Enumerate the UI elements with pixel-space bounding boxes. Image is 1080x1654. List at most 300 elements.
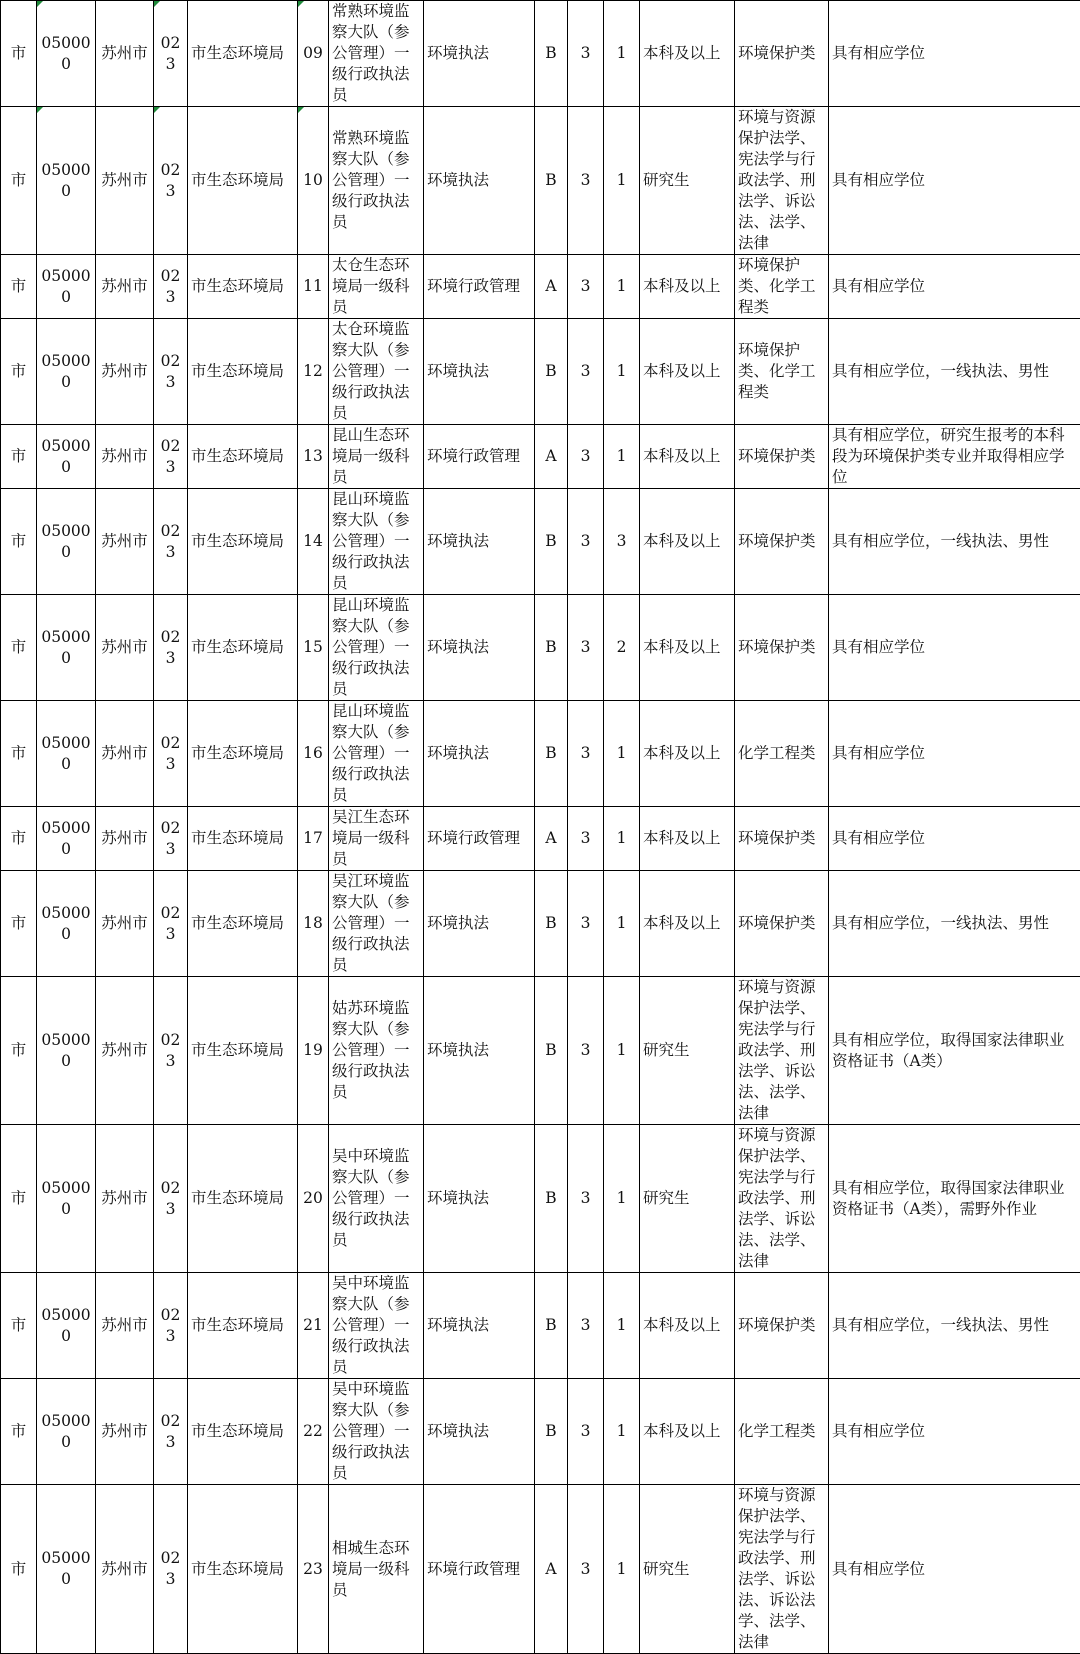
cell-category[interactable]	[535, 595, 568, 701]
cell-unit-code[interactable]	[37, 489, 96, 595]
cell-other-requirements[interactable]	[829, 107, 1080, 255]
cell-other-requirements-text: 具有相应学位，取得国家法律职业资格证书（A类），需野外作业	[832, 1179, 1065, 1218]
cell-category-text: A	[545, 277, 556, 295]
cell-education[interactable]	[640, 595, 735, 701]
cell-position-desc[interactable]	[424, 425, 535, 489]
cell-unit-code[interactable]	[37, 319, 96, 425]
cell-other-requirements[interactable]	[829, 425, 1080, 489]
cell-other-requirements[interactable]	[829, 1, 1080, 107]
cell-exam-ratio[interactable]	[568, 1273, 604, 1379]
cell-category[interactable]	[535, 255, 568, 319]
cell-dept-code[interactable]	[154, 1379, 188, 1485]
cell-recruit-count-text: 1	[617, 1422, 627, 1440]
cell-dept-name[interactable]	[188, 1273, 298, 1379]
cell-recruit-count[interactable]	[604, 1485, 640, 1654]
cell-dept-name[interactable]	[188, 319, 298, 425]
cell-major[interactable]	[735, 107, 829, 255]
cell-recruit-count[interactable]	[604, 871, 640, 977]
cell-position-code[interactable]	[298, 807, 329, 871]
cell-position-name[interactable]	[329, 489, 424, 595]
cell-exam-ratio-text: 3	[581, 447, 591, 465]
cell-category[interactable]	[535, 1125, 568, 1273]
cell-dept-code[interactable]	[154, 489, 188, 595]
cell-position-desc-text: 环境执法	[427, 1316, 489, 1334]
cell-position-desc-text: 环境行政管理	[427, 277, 520, 295]
cell-education[interactable]	[640, 1485, 735, 1654]
cell-dept-code-text: 023	[161, 1306, 181, 1345]
cell-other-requirements-text: 具有相应学位，取得国家法律职业资格证书（A类）	[832, 1031, 1065, 1070]
cell-position-name[interactable]	[329, 425, 424, 489]
cell-dept-code[interactable]	[154, 595, 188, 701]
cell-position-code[interactable]	[298, 489, 329, 595]
cell-major-text: 环境与资源保护法学、宪法学与行政法学、刑法学、诉讼法、法学、法律	[738, 108, 816, 252]
cell-position-name[interactable]	[329, 701, 424, 807]
cell-major[interactable]	[735, 1, 829, 107]
cell-unit-code[interactable]	[37, 1379, 96, 1485]
cell-recruit-count[interactable]	[604, 489, 640, 595]
cell-position-desc[interactable]	[424, 871, 535, 977]
cell-education[interactable]	[640, 489, 735, 595]
cell-exam-ratio[interactable]	[568, 807, 604, 871]
cell-level[interactable]	[1, 1, 37, 107]
cell-education[interactable]	[640, 807, 735, 871]
cell-category[interactable]	[535, 1379, 568, 1485]
cell-dept-code[interactable]	[154, 1485, 188, 1654]
cell-position-desc[interactable]	[424, 1273, 535, 1379]
cell-category[interactable]	[535, 319, 568, 425]
cell-dept-name[interactable]	[188, 1379, 298, 1485]
cell-other-requirements[interactable]	[829, 977, 1080, 1125]
cell-level[interactable]	[1, 107, 37, 255]
cell-dept-name[interactable]	[188, 107, 298, 255]
cell-category[interactable]	[535, 489, 568, 595]
cell-other-requirements-text: 具有相应学位，一线执法、男性	[832, 532, 1049, 550]
cell-dept-code-text: 023	[161, 628, 181, 667]
cell-dept-code-text: 023	[161, 1031, 181, 1070]
cell-major-text: 环境保护类	[738, 447, 816, 465]
cell-category-text: B	[545, 1189, 556, 1207]
cell-other-requirements[interactable]	[829, 255, 1080, 319]
cell-city[interactable]	[96, 1273, 154, 1379]
cell-city[interactable]	[96, 255, 154, 319]
cell-level[interactable]	[1, 1125, 37, 1273]
cell-level[interactable]	[1, 1379, 37, 1485]
cell-category-text: B	[545, 914, 556, 932]
cell-education[interactable]	[640, 1, 735, 107]
cell-unit-code[interactable]	[37, 977, 96, 1125]
cell-unit-code-text: 050000	[41, 34, 90, 73]
cell-education[interactable]	[640, 425, 735, 489]
cell-dept-name[interactable]	[188, 489, 298, 595]
cell-position-desc[interactable]	[424, 1, 535, 107]
cell-city[interactable]	[96, 807, 154, 871]
cell-recruit-count-text: 1	[617, 277, 627, 295]
cell-major[interactable]	[735, 1485, 829, 1654]
cell-recruit-count[interactable]	[604, 255, 640, 319]
table-row	[1, 977, 1080, 1125]
cell-exam-ratio-text: 3	[581, 1422, 591, 1440]
cell-dept-code[interactable]	[154, 871, 188, 977]
cell-dept-code-text: 023	[161, 34, 181, 73]
cell-level[interactable]	[1, 319, 37, 425]
cell-dept-code[interactable]	[154, 1273, 188, 1379]
cell-unit-code[interactable]	[37, 595, 96, 701]
cell-level-text: 市	[11, 638, 27, 656]
cell-level[interactable]	[1, 871, 37, 977]
cell-recruit-count[interactable]	[604, 107, 640, 255]
cell-dept-code[interactable]	[154, 107, 188, 255]
cell-education[interactable]	[640, 701, 735, 807]
cell-unit-code[interactable]	[37, 1485, 96, 1654]
cell-position-name[interactable]	[329, 1125, 424, 1273]
cell-exam-ratio[interactable]	[568, 319, 604, 425]
cell-unit-code[interactable]	[37, 701, 96, 807]
cell-position-name[interactable]	[329, 107, 424, 255]
cell-major-text: 环境保护类、化学工程类	[738, 256, 816, 316]
cell-exam-ratio[interactable]	[568, 871, 604, 977]
cell-unit-code[interactable]	[37, 1, 96, 107]
cell-education[interactable]	[640, 977, 735, 1125]
cell-city-text: 苏州市	[101, 829, 148, 847]
cell-other-requirements[interactable]	[829, 701, 1080, 807]
cell-education[interactable]	[640, 255, 735, 319]
cell-dept-code-text: 023	[161, 734, 181, 773]
cell-dept-code[interactable]	[154, 977, 188, 1125]
cell-exam-ratio-text: 3	[581, 829, 591, 847]
cell-major[interactable]	[735, 595, 829, 701]
cell-other-requirements[interactable]	[829, 1379, 1080, 1485]
cell-other-requirements[interactable]	[829, 1485, 1080, 1654]
cell-recruit-count[interactable]	[604, 1, 640, 107]
cell-dept-code[interactable]	[154, 255, 188, 319]
cell-dept-code-text: 023	[161, 437, 181, 476]
cell-recruit-count[interactable]	[604, 977, 640, 1125]
cell-category-text: B	[545, 532, 556, 550]
cell-position-desc[interactable]	[424, 319, 535, 425]
cell-position-desc[interactable]	[424, 595, 535, 701]
cell-unit-code-text: 050000	[41, 1306, 90, 1345]
cell-recruit-count-text: 1	[617, 44, 627, 62]
cell-major-text: 环境保护类	[738, 638, 816, 656]
cell-unit-code[interactable]	[37, 1273, 96, 1379]
cell-city[interactable]	[96, 595, 154, 701]
cell-position-desc[interactable]	[424, 977, 535, 1125]
cell-education[interactable]	[640, 871, 735, 977]
cell-unit-code[interactable]	[37, 425, 96, 489]
cell-exam-ratio-text: 3	[581, 171, 591, 189]
cell-dept-name[interactable]	[188, 807, 298, 871]
cell-position-code[interactable]	[298, 255, 329, 319]
cell-city[interactable]	[96, 1485, 154, 1654]
cell-other-requirements[interactable]	[829, 807, 1080, 871]
cell-category-text: B	[545, 44, 556, 62]
cell-position-code[interactable]	[298, 871, 329, 977]
cell-other-requirements-text: 具有相应学位	[832, 1560, 925, 1578]
cell-position-name-text: 吴江环境监察大队（参公管理）一级行政执法员	[332, 872, 410, 974]
cell-recruit-count[interactable]	[604, 319, 640, 425]
cell-recruit-count[interactable]	[604, 595, 640, 701]
cell-other-requirements[interactable]	[829, 319, 1080, 425]
cell-dept-code[interactable]	[154, 425, 188, 489]
cell-category[interactable]	[535, 425, 568, 489]
cell-major-text: 化学工程类	[738, 1422, 816, 1440]
cell-major[interactable]	[735, 871, 829, 977]
cell-exam-ratio[interactable]	[568, 977, 604, 1125]
cell-education[interactable]	[640, 107, 735, 255]
cell-category[interactable]	[535, 1485, 568, 1654]
cell-position-name[interactable]	[329, 255, 424, 319]
cell-unit-code[interactable]	[37, 1125, 96, 1273]
cell-position-desc-text: 环境执法	[427, 914, 489, 932]
cell-level-text: 市	[11, 1560, 27, 1578]
cell-position-desc[interactable]	[424, 107, 535, 255]
cell-level[interactable]	[1, 977, 37, 1125]
cell-education[interactable]	[640, 1273, 735, 1379]
cell-dept-code[interactable]	[154, 1, 188, 107]
cell-dept-name[interactable]	[188, 1, 298, 107]
cell-position-desc[interactable]	[424, 1379, 535, 1485]
cell-position-desc-text: 环境执法	[427, 1189, 489, 1207]
cell-dept-name[interactable]	[188, 701, 298, 807]
cell-dept-name-text: 市生态环境局	[191, 829, 284, 847]
cell-recruit-count[interactable]	[604, 807, 640, 871]
cell-unit-code[interactable]	[37, 107, 96, 255]
cell-position-code[interactable]	[298, 595, 329, 701]
cell-level-text: 市	[11, 362, 27, 380]
cell-major[interactable]	[735, 807, 829, 871]
cell-position-desc[interactable]	[424, 807, 535, 871]
table-row	[1, 1379, 1080, 1485]
cell-position-desc-text: 环境执法	[427, 362, 489, 380]
cell-category-text: A	[545, 1560, 556, 1578]
cell-position-code-text: 13	[303, 447, 323, 465]
cell-position-code[interactable]	[298, 425, 329, 489]
cell-exam-ratio[interactable]	[568, 701, 604, 807]
cell-exam-ratio-text: 3	[581, 1041, 591, 1059]
cell-category[interactable]	[535, 977, 568, 1125]
cell-city[interactable]	[96, 107, 154, 255]
cell-other-requirements[interactable]	[829, 595, 1080, 701]
cell-category[interactable]	[535, 701, 568, 807]
cell-major[interactable]	[735, 1125, 829, 1273]
cell-exam-ratio[interactable]	[568, 425, 604, 489]
cell-dept-name[interactable]	[188, 871, 298, 977]
cell-level-text: 市	[11, 532, 27, 550]
comment-indicator-icon	[154, 1, 160, 7]
cell-exam-ratio-text: 3	[581, 277, 591, 295]
comment-indicator-icon	[154, 107, 160, 113]
cell-position-name[interactable]	[329, 977, 424, 1125]
cell-dept-name-text: 市生态环境局	[191, 362, 284, 380]
cell-category[interactable]	[535, 871, 568, 977]
cell-education[interactable]	[640, 319, 735, 425]
cell-position-name[interactable]	[329, 1, 424, 107]
cell-unit-code[interactable]	[37, 255, 96, 319]
cell-dept-name[interactable]	[188, 977, 298, 1125]
cell-position-name[interactable]	[329, 871, 424, 977]
cell-education-text: 本科及以上	[643, 829, 721, 847]
cell-other-requirements-text: 具有相应学位，一线执法、男性	[832, 362, 1049, 380]
cell-position-name-text: 昆山环境监察大队（参公管理）一级行政执法员	[332, 702, 410, 804]
cell-level[interactable]	[1, 1485, 37, 1654]
cell-level-text: 市	[11, 44, 27, 62]
cell-dept-code-text: 023	[161, 904, 181, 943]
cell-level[interactable]	[1, 425, 37, 489]
cell-major[interactable]	[735, 1379, 829, 1485]
cell-dept-code[interactable]	[154, 701, 188, 807]
cell-dept-code-text: 023	[161, 161, 181, 200]
cell-position-code-text: 20	[303, 1189, 323, 1207]
cell-major-text: 环境保护类	[738, 44, 816, 62]
cell-exam-ratio[interactable]	[568, 489, 604, 595]
cell-exam-ratio-text: 3	[581, 532, 591, 550]
cell-dept-name[interactable]	[188, 1125, 298, 1273]
cell-city[interactable]	[96, 1, 154, 107]
cell-city[interactable]	[96, 425, 154, 489]
cell-recruit-count-text: 1	[617, 1189, 627, 1207]
cell-position-code[interactable]	[298, 1125, 329, 1273]
cell-dept-name-text: 市生态环境局	[191, 44, 284, 62]
cell-level[interactable]	[1, 807, 37, 871]
cell-city[interactable]	[96, 871, 154, 977]
cell-major-text: 环境与资源保护法学、宪法学与行政法学、刑法学、诉讼法、法学、法律	[738, 1126, 816, 1270]
cell-position-name-text: 吴中环境监察大队（参公管理）一级行政执法员	[332, 1380, 410, 1482]
cell-exam-ratio[interactable]	[568, 1125, 604, 1273]
cell-position-code[interactable]	[298, 1, 329, 107]
cell-exam-ratio[interactable]	[568, 1, 604, 107]
cell-other-requirements[interactable]	[829, 1125, 1080, 1273]
cell-level-text: 市	[11, 1422, 27, 1440]
cell-city[interactable]	[96, 489, 154, 595]
cell-exam-ratio-text: 3	[581, 1316, 591, 1334]
cell-exam-ratio[interactable]	[568, 595, 604, 701]
cell-major[interactable]	[735, 701, 829, 807]
cell-position-name[interactable]	[329, 1485, 424, 1654]
cell-unit-code-text: 050000	[41, 1031, 90, 1070]
cell-position-name[interactable]	[329, 1379, 424, 1485]
cell-education-text: 研究生	[643, 1189, 690, 1207]
cell-category[interactable]	[535, 107, 568, 255]
cell-recruit-count[interactable]	[604, 425, 640, 489]
cell-position-code[interactable]	[298, 1485, 329, 1654]
cell-major[interactable]	[735, 319, 829, 425]
cell-recruit-count[interactable]	[604, 1273, 640, 1379]
cell-dept-name[interactable]	[188, 595, 298, 701]
cell-city[interactable]	[96, 977, 154, 1125]
cell-position-name-text: 常熟环境监察大队（参公管理）一级行政执法员	[332, 2, 410, 104]
cell-dept-name-text: 市生态环境局	[191, 744, 284, 762]
cell-dept-name[interactable]	[188, 425, 298, 489]
cell-other-requirements-text: 具有相应学位	[832, 744, 925, 762]
cell-position-desc[interactable]	[424, 1125, 535, 1273]
cell-position-desc[interactable]	[424, 701, 535, 807]
cell-education[interactable]	[640, 1379, 735, 1485]
cell-dept-code[interactable]	[154, 807, 188, 871]
cell-exam-ratio-text: 3	[581, 914, 591, 932]
cell-dept-name[interactable]	[188, 1485, 298, 1654]
cell-city[interactable]	[96, 1379, 154, 1485]
cell-level[interactable]	[1, 489, 37, 595]
cell-exam-ratio[interactable]	[568, 1485, 604, 1654]
table-row	[1, 255, 1080, 319]
cell-other-requirements[interactable]	[829, 1273, 1080, 1379]
cell-position-desc-text: 环境执法	[427, 638, 489, 656]
cell-other-requirements[interactable]	[829, 871, 1080, 977]
cell-level[interactable]	[1, 255, 37, 319]
cell-level[interactable]	[1, 701, 37, 807]
cell-city[interactable]	[96, 319, 154, 425]
cell-recruit-count[interactable]	[604, 1125, 640, 1273]
cell-category[interactable]	[535, 1, 568, 107]
cell-position-desc[interactable]	[424, 255, 535, 319]
cell-city[interactable]	[96, 701, 154, 807]
cell-position-desc-text: 环境行政管理	[427, 1560, 520, 1578]
cell-category-text: A	[545, 829, 556, 847]
cell-position-code[interactable]	[298, 107, 329, 255]
cell-level-text: 市	[11, 1041, 27, 1059]
cell-unit-code[interactable]	[37, 807, 96, 871]
cell-major[interactable]	[735, 977, 829, 1125]
cell-category-text: B	[545, 744, 556, 762]
cell-position-desc-text: 环境执法	[427, 532, 489, 550]
cell-level[interactable]	[1, 1273, 37, 1379]
cell-other-requirements[interactable]	[829, 489, 1080, 595]
cell-category-text: B	[545, 1422, 556, 1440]
cell-position-name[interactable]	[329, 807, 424, 871]
cell-category[interactable]	[535, 807, 568, 871]
cell-education-text: 研究生	[643, 1041, 690, 1059]
cell-exam-ratio[interactable]	[568, 107, 604, 255]
cell-dept-name[interactable]	[188, 255, 298, 319]
cell-city[interactable]	[96, 1125, 154, 1273]
cell-major[interactable]	[735, 489, 829, 595]
cell-unit-code-text: 050000	[41, 628, 90, 667]
cell-recruit-count[interactable]	[604, 701, 640, 807]
cell-city-text: 苏州市	[101, 1316, 148, 1334]
cell-position-code[interactable]	[298, 1379, 329, 1485]
cell-dept-code[interactable]	[154, 319, 188, 425]
cell-exam-ratio[interactable]	[568, 255, 604, 319]
cell-level-text: 市	[11, 1316, 27, 1334]
cell-unit-code-text: 050000	[41, 161, 90, 200]
cell-dept-code-text: 023	[161, 267, 181, 306]
cell-exam-ratio[interactable]	[568, 1379, 604, 1485]
cell-position-name[interactable]	[329, 1273, 424, 1379]
cell-recruit-count-text: 1	[617, 362, 627, 380]
cell-major-text: 环境保护类	[738, 532, 816, 550]
cell-position-name[interactable]	[329, 319, 424, 425]
cell-level[interactable]	[1, 595, 37, 701]
cell-unit-code-text: 050000	[41, 1412, 90, 1451]
cell-position-code[interactable]	[298, 977, 329, 1125]
cell-category[interactable]	[535, 1273, 568, 1379]
cell-position-name[interactable]	[329, 595, 424, 701]
cell-position-code[interactable]	[298, 1273, 329, 1379]
cell-major[interactable]	[735, 1273, 829, 1379]
cell-position-desc[interactable]	[424, 489, 535, 595]
cell-position-code[interactable]	[298, 319, 329, 425]
cell-position-code[interactable]	[298, 701, 329, 807]
cell-dept-code[interactable]	[154, 1125, 188, 1273]
table-row	[1, 1273, 1080, 1379]
cell-major[interactable]	[735, 255, 829, 319]
cell-recruit-count[interactable]	[604, 1379, 640, 1485]
cell-major[interactable]	[735, 425, 829, 489]
table-row	[1, 425, 1080, 489]
cell-unit-code[interactable]	[37, 871, 96, 977]
cell-position-desc[interactable]	[424, 1485, 535, 1654]
cell-education[interactable]	[640, 1125, 735, 1273]
